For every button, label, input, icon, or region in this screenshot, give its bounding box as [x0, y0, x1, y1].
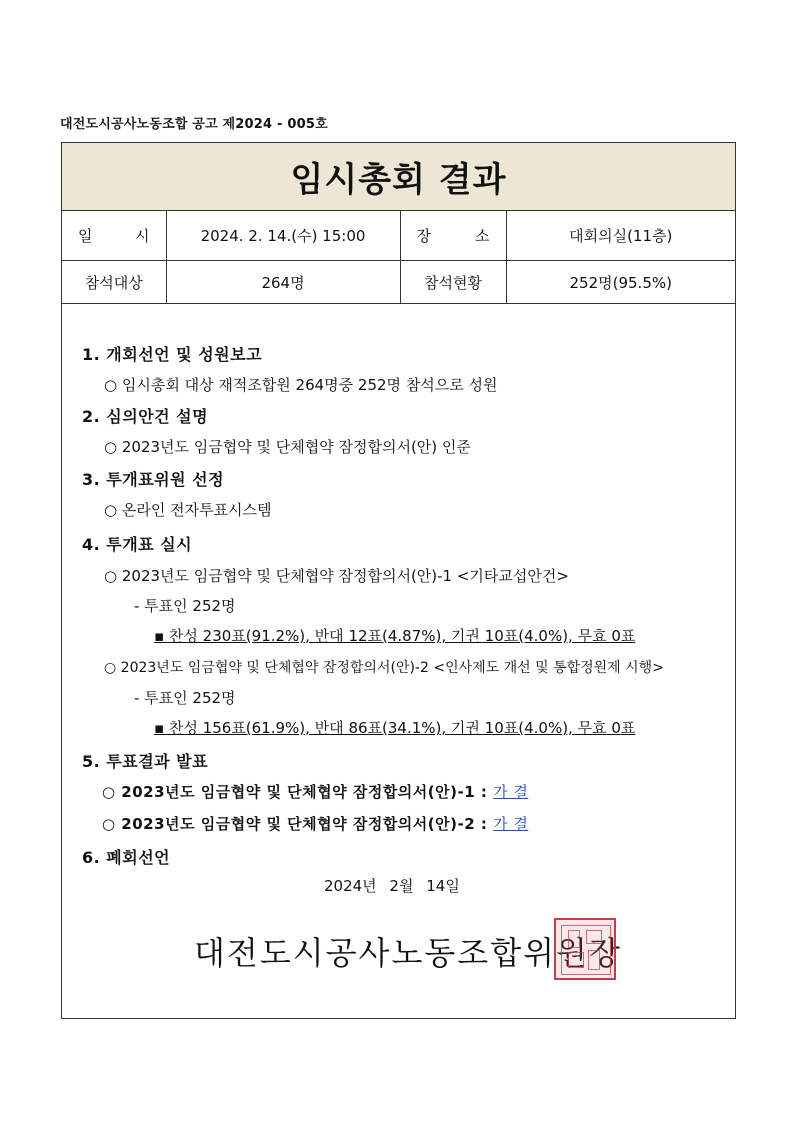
attendance-value: 252명(95.5%) [506, 261, 735, 304]
section-4-title: 4. 투개표 실시 [82, 535, 193, 554]
date-label-char-2: 시 [135, 226, 150, 245]
eligible-value: 264명 [166, 261, 400, 304]
section-5-item-2-result: 가 결 [493, 815, 529, 833]
section-5-item-1 [102, 781, 528, 802]
section-5-item-2-label: ○ 2023년도 임금협약 및 단체협약 잠정합의서(안)-2 : [102, 815, 488, 833]
date-label-char-1: 일 [78, 226, 93, 245]
attendance-label: 참석현황 [400, 261, 506, 304]
date-label [62, 210, 166, 261]
notice-number: 대전도시공사노동조합 공고 제2024 - 005호 [60, 117, 328, 132]
section-4-item-1-voters: - 투표인 252명 [134, 597, 236, 615]
section-3-title: 3. 투개표위원 선정 [82, 470, 225, 489]
section-6-title: 6. 폐회선언 [82, 848, 171, 867]
info-table [62, 210, 735, 304]
section-5-item-1-label: ○ 2023년도 임금협약 및 단체협약 잠정합의서(안)-1 : [102, 783, 488, 801]
document-title: 임시총회 결과 [62, 143, 735, 211]
place-label-char-1: 장 [416, 226, 431, 245]
section-4-item-2-result: ▪ 찬성 156표(61.9%), 반대 86표(34.1%), 기권 10표(4.0%), 무효 0표 [154, 719, 636, 737]
section-5-item-1-result: 가 결 [493, 783, 529, 801]
section-5-title: 5. 투표결과 발표 [82, 752, 209, 771]
section-4-item-1-result: ▪ 찬성 230표(91.2%), 반대 12표(4.87%), 기권 10표(4.0%), 무효 0표 [154, 627, 636, 645]
section-1-title: 1. 개회선언 및 성원보고 [82, 345, 263, 364]
document-date: 2024년 2월 14일 [324, 877, 460, 895]
official-seal-icon [554, 918, 616, 980]
place-value: 대회의실(11층) [506, 210, 735, 261]
date-value: 2024. 2. 14.(수) 15:00 [166, 210, 400, 261]
signer-name: 대전도시공사노동조합위원장 [194, 934, 622, 972]
document-frame [61, 142, 736, 1019]
section-4-item-2-voters: - 투표인 252명 [134, 689, 236, 707]
section-1-item: ○ 임시총회 대상 재적조합원 264명중 252명 참석으로 성원 [104, 376, 498, 394]
section-2-title: 2. 심의안건 설명 [82, 407, 209, 426]
place-label [400, 210, 506, 261]
eligible-label: 참석대상 [62, 261, 166, 304]
section-4-item-1: ○ 2023년도 임금협약 및 단체협약 잠정합의서(안)-1 <기타교섭안건> [104, 567, 569, 585]
section-2-item: ○ 2023년도 임금협약 및 단체협약 잠정합의서(안) 인준 [104, 438, 471, 456]
section-4-item-2: ○ 2023년도 임금협약 및 단체협약 잠정합의서(안)-2 <인사제도 개선 및 통합정원제 시행> [104, 660, 664, 676]
section-3-item: ○ 온라인 전자투표시스템 [104, 501, 272, 519]
section-5-item-2 [102, 813, 528, 834]
place-label-char-2: 소 [475, 226, 490, 245]
